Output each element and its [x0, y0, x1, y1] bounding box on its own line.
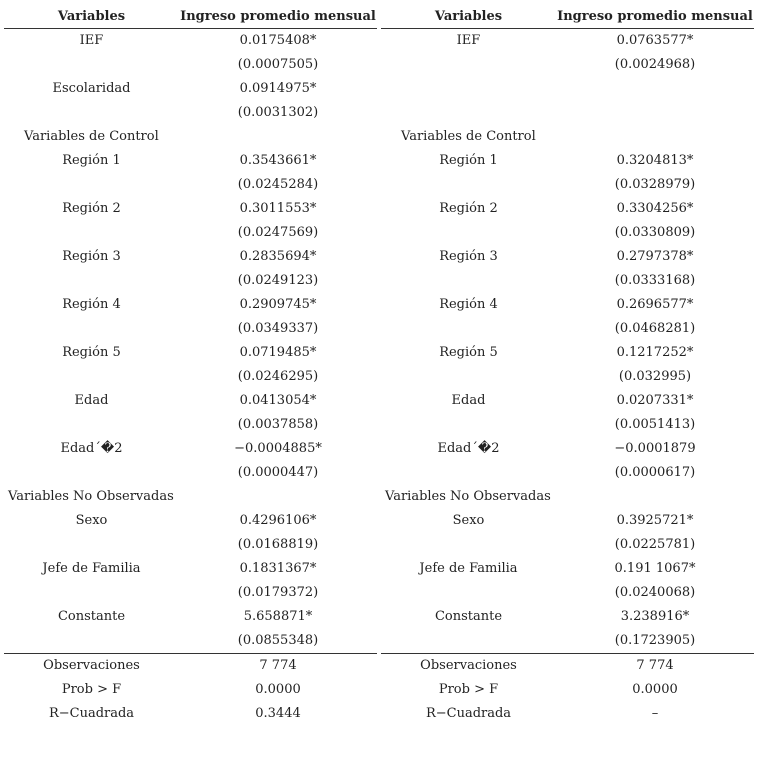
right-variable-cell: Sexo: [452, 513, 485, 528]
left-value-cell: −0.0004885*: [234, 441, 322, 456]
left-variable-cell: Escolaridad: [52, 81, 131, 96]
right-value-cell: (0.0051413): [614, 417, 696, 432]
left-value-cell: 0.2835694*: [239, 249, 317, 264]
right-variable-cell: Constante: [434, 609, 503, 624]
left-value-cell: 0.0914975*: [239, 81, 317, 96]
right-variable-cell: Región 3: [439, 249, 498, 264]
right-value-cell: −0.0001879: [614, 441, 696, 456]
left-value-cell: (0.0037858): [237, 417, 319, 432]
right-variable-cell: Variables de Control: [401, 129, 536, 144]
right-variable-cell: Región 5: [439, 345, 498, 360]
left-variable-cell: [4, 533, 179, 557]
table-row: [4, 269, 754, 293]
right-variable-cell: Observaciones: [381, 653, 556, 678]
table-row: [4, 341, 754, 365]
right-value-cell: [556, 77, 754, 101]
left-variable-cell: [4, 461, 179, 485]
right-value-cell: 0.2696577*: [616, 297, 694, 312]
right-value-cell: [556, 101, 754, 125]
header-row: [4, 4, 754, 29]
table-row: [4, 413, 754, 437]
left-variable-cell: IEF: [79, 33, 104, 48]
right-value-cell: (0.032995): [618, 369, 692, 384]
regression-table: [4, 4, 754, 726]
table-row: [4, 533, 754, 557]
left-value-cell: (0.0246295): [237, 369, 319, 384]
left-variable-cell: Región 2: [62, 201, 121, 216]
left-variable-cell: Prob > F: [61, 682, 122, 697]
left-value-cell: 0.0719485*: [239, 345, 317, 360]
table-row: [4, 149, 754, 173]
right-variable-cell: Variables No Observadas: [385, 489, 551, 504]
table-row: [4, 53, 754, 77]
right-value-cell: 0.2797378*: [616, 249, 694, 264]
right-value-cell: [556, 125, 754, 149]
right-value-cell: –: [651, 706, 659, 721]
left-variable-cell: [4, 221, 179, 245]
table-row: [4, 485, 754, 509]
left-value-cell: 0.3543661*: [239, 153, 317, 168]
left-value-cell: (0.0855348): [237, 633, 319, 648]
right-value-cell: (0.0330809): [614, 225, 696, 240]
left-value-cell: (0.0179372): [237, 585, 319, 600]
right-variable-cell: [381, 533, 556, 557]
left-value-cell: 7 774: [179, 653, 377, 678]
table-row: [4, 605, 754, 629]
table-row: [4, 702, 754, 726]
table-row: [4, 125, 754, 149]
right-value-cell: (0.0333168): [614, 273, 696, 288]
right-variable-cell: [381, 317, 556, 341]
right-value-cell: 0.3204813*: [616, 153, 694, 168]
right-variable-cell: Prob > F: [438, 682, 499, 697]
right-value-cell: 3.238916*: [620, 609, 690, 624]
left-variable-cell: [4, 53, 179, 77]
right-variable-cell: [381, 173, 556, 197]
table-row: [4, 293, 754, 317]
right-variable-cell: [381, 53, 556, 77]
table-row: [4, 77, 754, 101]
right-value-cell: (0.0468281): [614, 321, 696, 336]
right-variable-cell: [381, 101, 556, 125]
left-variable-cell: R−Cuadrada: [48, 706, 135, 721]
right-value-cell: (0.0024968): [614, 57, 696, 72]
header-variables-right: Variables: [381, 4, 556, 29]
left-value-cell: (0.0168819): [237, 537, 319, 552]
left-variable-cell: Jefe de Familia: [42, 561, 141, 576]
right-value-cell: (0.0225781): [614, 537, 696, 552]
left-variable-cell: Región 1: [62, 153, 121, 168]
table-row: [4, 173, 754, 197]
right-variable-cell: [381, 221, 556, 245]
right-variable-cell: Jefe de Familia: [419, 561, 518, 576]
right-variable-cell: [381, 581, 556, 605]
left-variable-cell: Sexo: [75, 513, 108, 528]
table-row: [4, 557, 754, 581]
left-variable-cell: Observaciones: [4, 653, 179, 678]
right-variable-cell: Región 4: [439, 297, 498, 312]
table-row: [4, 245, 754, 269]
right-variable-cell: Edad´�2: [437, 441, 500, 456]
left-value-cell: (0.0249123): [237, 273, 319, 288]
right-value-cell: 0.1217252*: [616, 345, 694, 360]
table-row: [4, 365, 754, 389]
table-row: [4, 29, 754, 53]
left-variable-cell: Región 3: [62, 249, 121, 264]
right-variable-cell: [381, 413, 556, 437]
right-value-cell: 0.3925721*: [616, 513, 694, 528]
left-variable-cell: [4, 413, 179, 437]
right-variable-cell: Edad: [451, 393, 486, 408]
right-value-cell: 0.0000: [632, 682, 678, 697]
header-income-right: Ingreso promedio mensual: [556, 4, 754, 29]
left-variable-cell: [4, 269, 179, 293]
right-value-cell: (0.0240068): [614, 585, 696, 600]
right-value-cell: 0.191 1067*: [614, 561, 696, 576]
header-income-left: Ingreso promedio mensual: [179, 4, 377, 29]
right-variable-cell: [381, 629, 556, 653]
left-value-cell: 0.3444: [255, 706, 301, 721]
right-value-cell: (0.0328979): [614, 177, 696, 192]
right-variable-cell: [381, 461, 556, 485]
table-row: [4, 437, 754, 461]
left-variable-cell: [4, 629, 179, 653]
left-variable-cell: Edad: [74, 393, 109, 408]
left-variable-cell: Constante: [57, 609, 126, 624]
left-value-cell: (0.0031302): [237, 105, 319, 120]
left-value-cell: [179, 485, 377, 509]
left-variable-cell: [4, 173, 179, 197]
right-value-cell: (0.1723905): [614, 633, 696, 648]
right-value-cell: 0.0207331*: [616, 393, 694, 408]
table-footer: [4, 653, 754, 726]
left-value-cell: [179, 125, 377, 149]
left-value-cell: 0.2909745*: [239, 297, 317, 312]
table-row: [4, 509, 754, 533]
right-value-cell: 0.0763577*: [616, 33, 694, 48]
right-value-cell: [556, 485, 754, 509]
header-variables-left: Variables: [4, 4, 179, 29]
table-row: [4, 461, 754, 485]
table-row: [4, 678, 754, 702]
right-variable-cell: [381, 365, 556, 389]
right-value-cell: 0.3304256*: [616, 201, 694, 216]
left-variable-cell: Región 5: [62, 345, 121, 360]
left-variable-cell: Variables de Control: [24, 129, 159, 144]
table-row: [4, 317, 754, 341]
table-row: [4, 581, 754, 605]
left-value-cell: 0.4296106*: [239, 513, 317, 528]
left-variable-cell: [4, 317, 179, 341]
left-variable-cell: Edad´�2: [60, 441, 123, 456]
right-variable-cell: Región 1: [439, 153, 498, 168]
left-value-cell: 5.658871*: [243, 609, 313, 624]
left-value-cell: (0.0000447): [237, 465, 319, 480]
table-row: [4, 653, 754, 678]
table-row: [4, 197, 754, 221]
right-variable-cell: [381, 77, 556, 101]
right-variable-cell: R−Cuadrada: [425, 706, 512, 721]
right-variable-cell: IEF: [456, 33, 481, 48]
table-row: [4, 629, 754, 653]
left-value-cell: 0.0413054*: [239, 393, 317, 408]
left-variable-cell: Región 4: [62, 297, 121, 312]
left-value-cell: 0.0175408*: [239, 33, 317, 48]
left-variable-cell: [4, 365, 179, 389]
right-value-cell: 7 774: [556, 653, 754, 678]
left-variable-cell: Variables No Observadas: [8, 489, 174, 504]
left-value-cell: (0.0247569): [237, 225, 319, 240]
left-value-cell: 0.1831367*: [239, 561, 317, 576]
left-value-cell: 0.3011553*: [239, 201, 317, 216]
table-row: [4, 389, 754, 413]
left-variable-cell: [4, 581, 179, 605]
left-value-cell: 0.0000: [255, 682, 301, 697]
left-value-cell: (0.0349337): [237, 321, 319, 336]
left-variable-cell: [4, 101, 179, 125]
table-row: [4, 101, 754, 125]
right-variable-cell: Región 2: [439, 201, 498, 216]
table-body: [4, 29, 754, 653]
left-value-cell: (0.0007505): [237, 57, 319, 72]
left-value-cell: (0.0245284): [237, 177, 319, 192]
table-row: [4, 221, 754, 245]
right-variable-cell: [381, 269, 556, 293]
right-value-cell: (0.0000617): [614, 465, 696, 480]
